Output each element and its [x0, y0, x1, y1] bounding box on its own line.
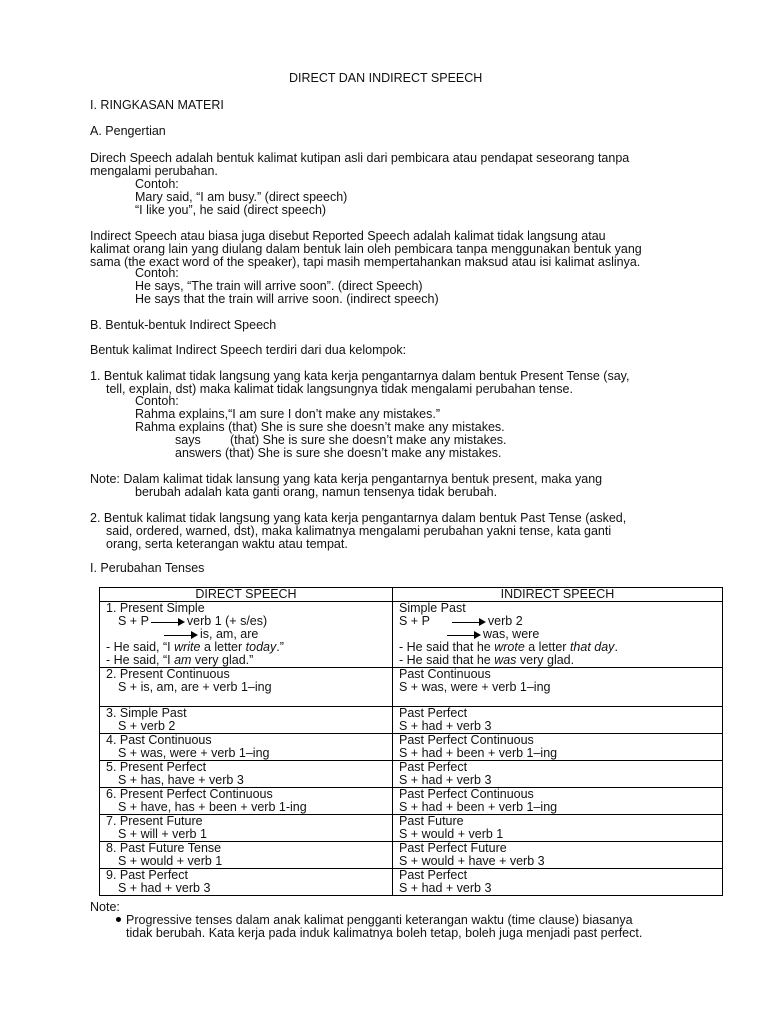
- note-line1: Note: Dalam kalimat tidak lansung yang kata kerja pengantarnya bentuk present, maka yang: [90, 472, 603, 486]
- contoh-label: Contoh:: [135, 394, 179, 408]
- formula-text: verb 2: [487, 614, 523, 628]
- table-cell: Past Perfect Continuous S + had + been + verb 1–ing: [393, 734, 723, 761]
- section-heading-pengertian: A. Pengertian: [90, 124, 166, 138]
- section-heading-ringkasan: I. RINGKASAN MATERI: [90, 98, 224, 112]
- table-cell: Past Future S + would + verb 1: [393, 815, 723, 842]
- column-header: INDIRECT SPEECH: [393, 588, 723, 602]
- example-text: Rahma explains,“I am sure I don’t make any mistakes.”: [135, 407, 440, 421]
- note-label: Note:: [90, 900, 120, 914]
- example-text: answers (that) She is sure she doesn’t make any mistakes.: [175, 446, 502, 460]
- example-verb: says: [175, 433, 201, 447]
- arrow-right-icon: [447, 631, 481, 639]
- formula-text: was, were: [483, 627, 540, 641]
- example-text: Mary said, “I am busy.” (direct speech): [135, 190, 348, 204]
- table-cell: Past Perfect S + had + verb 3: [393, 761, 723, 788]
- table-row: [100, 761, 723, 788]
- list-item-1-line1: 1. Bentuk kalimat tidak langsung yang kata kerja pengantarnya dalam bentuk Present Tense (say,: [90, 369, 630, 383]
- formula-text: S + P: [118, 614, 149, 628]
- list-item-1-line2: tell, explain, dst) maka kalimat tidak langsungnya tidak mengalami perubahan tense.: [106, 382, 573, 396]
- contoh-label: Contoh:: [135, 266, 179, 280]
- para-indirect-line3: sama (the exact word of the speaker), tapi masih mempertahankan maksud atau isi kalimat aslinya.: [90, 255, 641, 269]
- contoh-label: Contoh:: [135, 177, 179, 191]
- example-text: “I like you”, he said (direct speech): [135, 203, 327, 217]
- table-row: [100, 815, 723, 842]
- formula-line: [399, 615, 722, 628]
- formula-text: verb 1 (+ s/es): [186, 614, 268, 628]
- table-cell: [393, 602, 723, 668]
- arrow-right-icon: [151, 618, 185, 626]
- arrow-right-icon: [164, 631, 198, 639]
- table-cell: [100, 602, 393, 668]
- table-cell: 9. Past Perfect S + had + verb 3: [100, 869, 393, 896]
- para-indirect-line1: Indirect Speech atau biasa juga disebut Reported Speech adalah kalimat tidak langsung atau: [90, 229, 606, 243]
- paragraph: Bentuk kalimat Indirect Speech terdiri dari dua kelompok:: [90, 343, 407, 357]
- page-title: DIRECT DAN INDIRECT SPEECH: [289, 71, 483, 85]
- tenses-table: [99, 587, 723, 896]
- example-line: - He said that he was very glad.: [399, 653, 575, 667]
- note-line2: berubah adalah kata ganti orang, namun tensenya tidak berubah.: [135, 485, 498, 499]
- cell-title: 1. Present Simple: [106, 601, 205, 615]
- table-cell: 6. Present Perfect Continuous S + have, has + been + verb 1-ing: [100, 788, 393, 815]
- table-cell: Past Perfect S + had + verb 3: [393, 707, 723, 734]
- example-text: Rahma explains (that) She is sure she doesn’t make any mistakes.: [135, 420, 505, 434]
- para-direct-line1: Direch Speech adalah bentuk kalimat kutipan asli dari pembicara atau pendapat seseorang tanpa: [90, 151, 630, 165]
- table-cell: 4. Past Continuous S + was, were + verb 1–ing: [100, 734, 393, 761]
- table-cell: Past Perfect Future S + would + have + verb 3: [393, 842, 723, 869]
- column-header: DIRECT SPEECH: [100, 588, 393, 602]
- list-item-2-line1: 2. Bentuk kalimat tidak langsung yang kata kerja pengantarnya dalam bentuk Past Tense (asked,: [90, 511, 627, 525]
- table-cell: 3. Simple Past S + verb 2: [100, 707, 393, 734]
- table-cell: Past Perfect S + had + verb 3: [393, 869, 723, 896]
- table-cell: Past Continuous S + was, were + verb 1–ing: [393, 668, 723, 707]
- table-row: [100, 707, 723, 734]
- list-item-2-line2: said, ordered, warned, dst), maka kalimatnya mengalami perubahan yakni tense, kata ganti: [106, 524, 612, 538]
- example-text: He says, “The train will arrive soon”. (direct Speech): [135, 279, 423, 293]
- example-text: He says that the train will arrive soon. (indirect speech): [135, 292, 439, 306]
- bullet-icon: [116, 917, 121, 922]
- section-heading-tenses: I. Perubahan Tenses: [90, 561, 205, 575]
- table-cell: 5. Present Perfect S + has, have + verb 3: [100, 761, 393, 788]
- example-line: - He said that he wrote a letter that day.: [399, 640, 618, 654]
- formula-text: S + P: [399, 614, 430, 628]
- list-item-2-line3: orang, serta keterangan waktu atau tempat.: [106, 537, 348, 551]
- formula-text: is, am, are: [200, 627, 259, 641]
- table-header-row: [100, 588, 723, 602]
- table-cell: 7. Present Future S + will + verb 1: [100, 815, 393, 842]
- table-row: [100, 734, 723, 761]
- table-row: [100, 869, 723, 896]
- table-row: [100, 602, 723, 668]
- example-line: - He said, “I write a letter today.”: [106, 640, 284, 654]
- example-text: (that) She is sure she doesn’t make any mistakes.: [230, 433, 507, 447]
- section-heading-bentuk: B. Bentuk-bentuk Indirect Speech: [90, 318, 277, 332]
- table-cell: 2. Present Continuous S + is, am, are + verb 1–ing: [100, 668, 393, 707]
- example-line: - He said, “I am very glad.”: [106, 653, 254, 667]
- para-indirect-line2: kalimat orang lain yang diulang dalam bentuk lain oleh pembicara tanpa menggunakan bentuk yang: [90, 242, 642, 256]
- arrow-right-icon: [452, 618, 486, 626]
- table-row: [100, 842, 723, 869]
- table-row: [100, 788, 723, 815]
- note-bullet-line1: Progressive tenses dalam anak kalimat pengganti keterangan waktu (time clause) biasanya: [126, 913, 633, 927]
- para-direct-line2: mengalami perubahan.: [90, 164, 218, 178]
- note-bullet-line2: tidak berubah. Kata kerja pada induk kalimatnya boleh tetap, boleh juga menjadi past perfect.: [126, 926, 643, 940]
- table-row: [100, 668, 723, 707]
- table-cell: 8. Past Future Tense S + would + verb 1: [100, 842, 393, 869]
- cell-title: Simple Past: [399, 601, 466, 615]
- table-cell: Past Perfect Continuous S + had + been + verb 1–ing: [393, 788, 723, 815]
